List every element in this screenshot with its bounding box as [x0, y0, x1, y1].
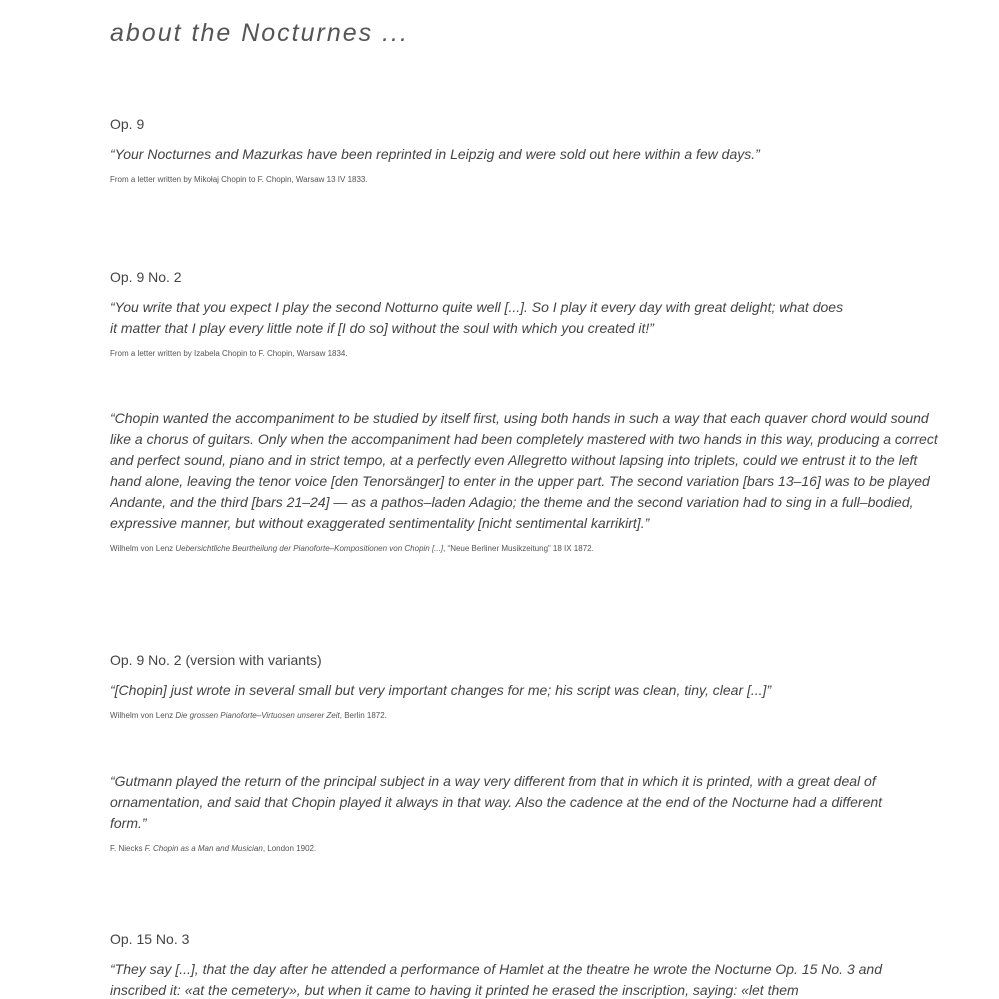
quote-text: “You write that you expect I play the second Notturno quite well [...]. So I play it every day with great delight; what does it matter that I play every little note if [I do so] without the soul with which you created it!” — [110, 299, 844, 336]
source-author: Wilhelm von Lenz — [110, 544, 176, 553]
section-heading: Op. 9 — [110, 116, 145, 132]
document-page — [110, 0, 940, 999]
quote-text: “Gutmann played the return of the principal subject in a way very different from that in which it is printed, with a great deal of ornamentation, and said that Chopin played it always in that way. Also the cadence at the end of the Nocturne had a different form.” — [110, 773, 883, 831]
source-author: F. Niecks — [110, 844, 145, 853]
section-heading: Op. 9 No. 2 (version with variants) — [110, 652, 322, 668]
quote-block-niecks — [110, 771, 940, 853]
quote-text: “[Chopin] just wrote in several small but very important changes for me; his script was clean, tiny, clear [...]” — [110, 682, 772, 698]
quote-source — [110, 711, 940, 720]
source-author: Wilhelm von Lenz — [110, 711, 176, 720]
quote-block-lenz — [110, 408, 940, 553]
section-op9-no2-variants — [110, 652, 940, 720]
section-heading: Op. 15 No. 3 — [110, 931, 190, 947]
source-publication: , Berlin 1872. — [339, 711, 387, 720]
source-work: Uebersichtliche Beurtheilung der Pianoforte–Kompositionen von Chopin [...] — [175, 544, 444, 553]
quote-source: From a letter written by Mikołaj Chopin to F. Chopin, Warsaw 13 IV 1833. — [110, 175, 368, 184]
quote-text: “Chopin wanted the accompaniment to be studied by itself first, using both hands in such a way that each quaver chord would sound like a chorus of guitars. Only when the accompaniment had been completely mastered with two hands in this way, producing a correct and perfect sound, piano and in strict tempo, at a perfectly even Allegretto without lapsing into triplets, could we entrust it to the left hand alone, leaving the tenor voice [den Tenorsänger] to enter in the upper part. The second variation [bars 13–16] was to be played Andante, and the third [bars 21–24] — as a pathos–laden Adagio; the theme and the second variation had to sing in a full–bodied, expressive manner, but without exaggerated sentimentality [nicht sentimental karrikirt].” — [110, 410, 938, 531]
quote-source — [110, 844, 940, 853]
source-work: F. Chopin as a Man and Musician — [144, 844, 263, 853]
quote-source: From a letter written by Izabela Chopin to F. Chopin, Warsaw 1834. — [110, 349, 348, 358]
section-op15-no3 — [110, 931, 940, 999]
section-heading: Op. 9 No. 2 — [110, 269, 182, 285]
quote-text: “They say [...], that the day after he attended a performance of Hamlet at the theatre he wrote the Nocturne Op. 15 No. 3 and inscribed it: «at the cemetery», but when it came to having it printed he erased the inscription, saying: «let them — [110, 961, 882, 998]
source-publication: , London 1902. — [262, 844, 317, 853]
source-publication: , “Neue Berliner Musikzeitung” 18 IX 1872. — [443, 544, 594, 553]
page-title: about the Nocturnes ... — [110, 19, 409, 47]
quote-source — [110, 544, 940, 553]
section-op9 — [110, 116, 940, 184]
section-op9-no2 — [110, 269, 940, 358]
quote-text: “Your Nocturnes and Mazurkas have been reprinted in Leipzig and were sold out here within a few days.” — [110, 146, 760, 162]
source-work: Die grossen Pianoforte–Virtuosen unserer Zeit — [175, 711, 340, 720]
